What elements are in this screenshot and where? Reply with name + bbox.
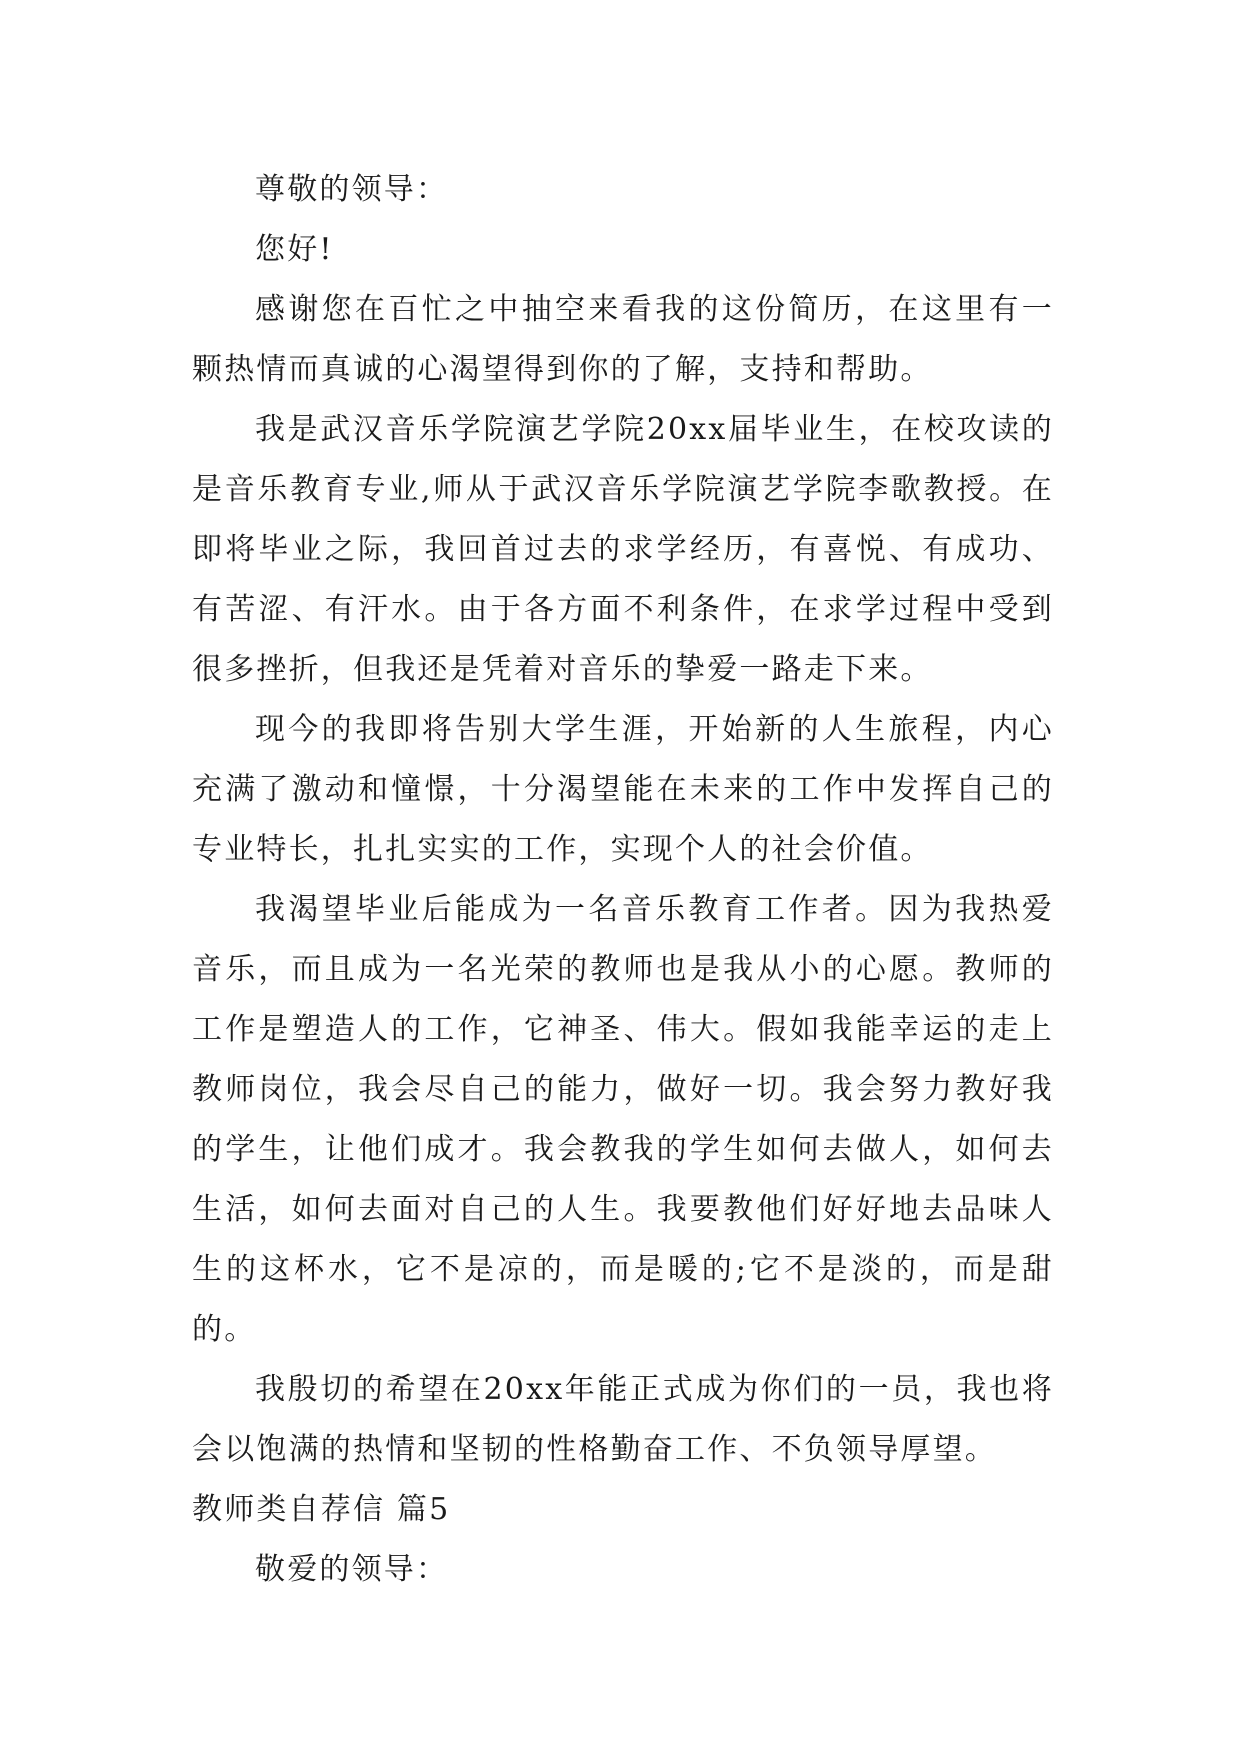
paragraph: 我渴望毕业后能成为一名音乐教育工作者。因为我热爱音乐，而且成为一名光荣的教师也是我从小的心愿。教师的工作是塑造人的工作，它神圣、伟大。假如我能幸运的走上教师岗位，我会尽自己的能力，做好一切。我会努力教好我的学生，让他们成才。我会教我的学生如何去做人，如何去生活，如何去面对自己的人生。我要教他们好好地去品味人生的这杯水，它不是凉的，而是暖的;它不是淡的，而是甜的。 — [192, 892, 1054, 1347]
letter-body — [192, 160, 1054, 1600]
next-salutation: 敬爱的领导： — [255, 1552, 449, 1587]
section-heading: 教师类自荐信 篇5 — [192, 1492, 451, 1527]
paragraph: 我是武汉音乐学院演艺学院20xx届毕业生，在校攻读的是音乐教育专业,师从于武汉音乐学院演艺学院李歌教授。在即将毕业之际，我回首过去的求学经历，有喜悦、有成功、有苦涩、有汗水。由于各方面不利条件，在求学过程中受到很多挫折，但我还是凭着对音乐的挚爱一路走下来。 — [192, 412, 1054, 687]
paragraph: 现今的我即将告别大学生涯，开始新的人生旅程，内心充满了激动和憧憬，十分渴望能在未来的工作中发挥自己的专业特长，扎扎实实的工作，实现个人的社会价值。 — [192, 712, 1054, 867]
paragraph: 我殷切的希望在20xx年能正式成为你们的一员，我也将会以饱满的热情和坚韧的性格勤奋工作、不负领导厚望。 — [192, 1372, 1054, 1467]
greeting: 您好! — [255, 232, 334, 267]
salutation: 尊敬的领导： — [255, 172, 449, 207]
paragraph: 感谢您在百忙之中抽空来看我的这份简历，在这里有一颗热情而真诚的心渴望得到你的了解，支持和帮助。 — [192, 292, 1054, 387]
